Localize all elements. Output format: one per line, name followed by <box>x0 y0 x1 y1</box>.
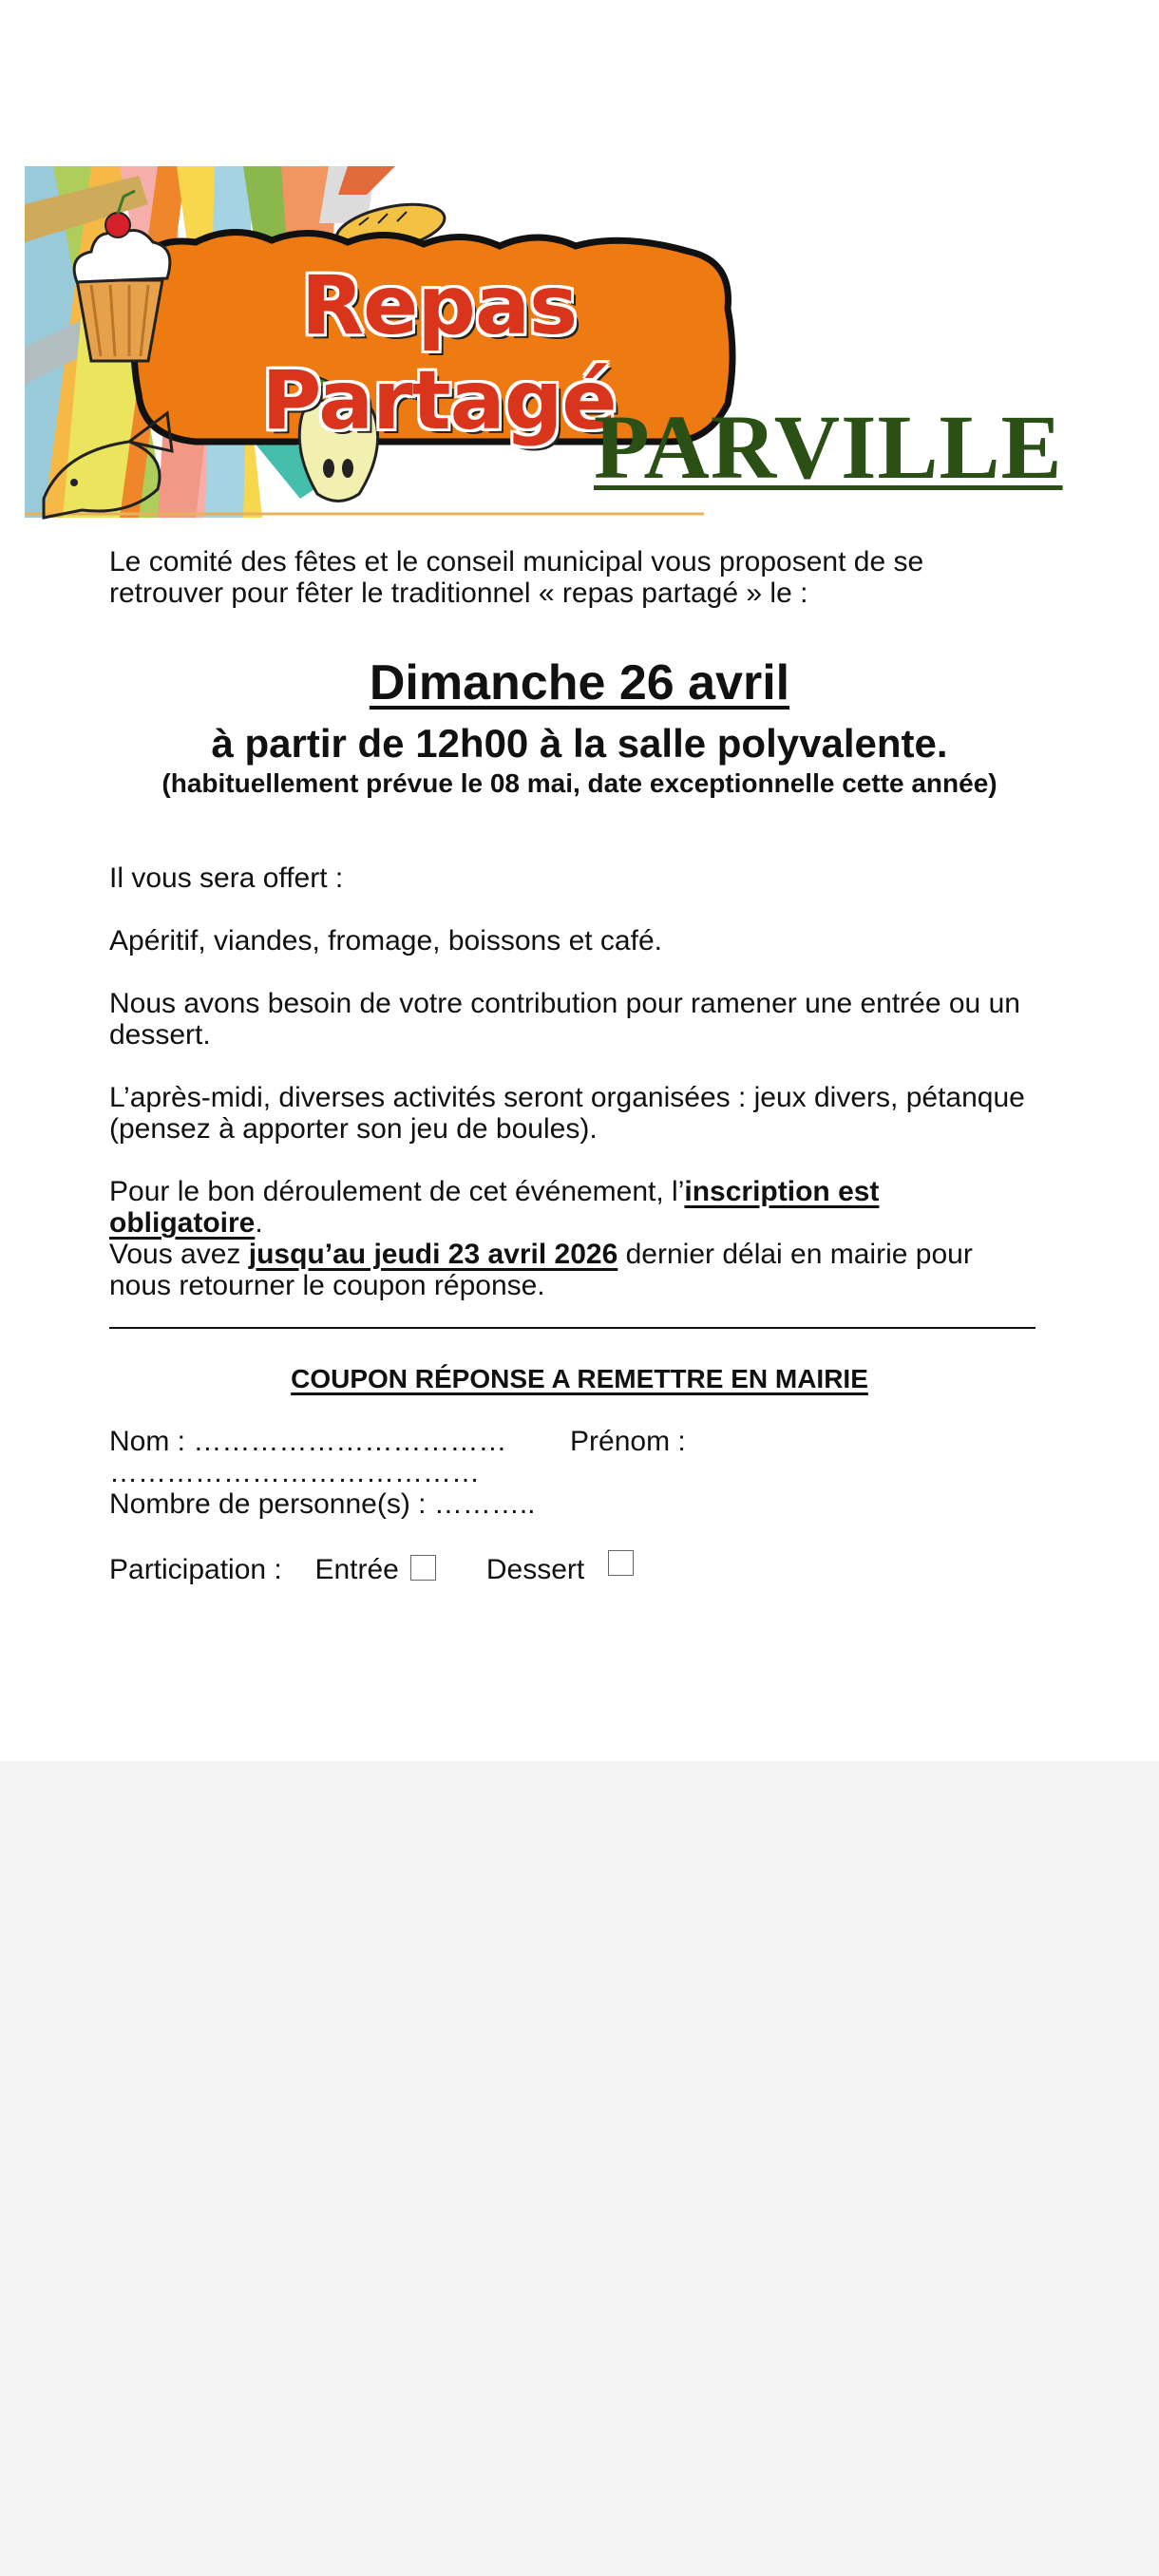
entree-checkbox[interactable] <box>410 1555 436 1581</box>
contribution-paragraph: Nous avons besoin de votre contribution pour ramener une entrée ou un dessert. <box>109 988 1020 1051</box>
prenom-field[interactable]: Prénom : ………………………………… <box>109 1426 686 1488</box>
dessert-checkbox[interactable] <box>608 1550 634 1576</box>
offered-items: Apéritif, viandes, fromage, boissons et café. <box>109 925 662 957</box>
persons-field[interactable]: Nombre de personne(s) : ……….. <box>109 1488 536 1520</box>
event-date: Dimanche 26 avril <box>369 655 790 710</box>
town-title: PARVILLE <box>594 396 1063 498</box>
event-note: (habituellement prévue le 08 mai, date exceptionnelle cette année) <box>162 768 998 798</box>
afternoon-paragraph: L’après-midi, diverses activités seront organisées : jeux divers, pétanque (pensez à apporter son jeu de boules). <box>109 1082 1025 1145</box>
deadline-end: dernier délai en mairie pour nous retourner le coupon réponse. <box>109 1239 973 1301</box>
participation-label: Participation : <box>109 1554 282 1585</box>
registration-end: . <box>255 1207 263 1239</box>
event-time-place: à partir de 12h00 à la salle polyvalente. <box>211 721 948 766</box>
cut-line <box>109 1327 1036 1329</box>
event-date-heading <box>0 655 1159 710</box>
coupon-title: COUPON RÉPONSE A REMETTRE EN MAIRIE <box>291 1364 868 1393</box>
offered-intro: Il vous sera offert : <box>109 862 344 894</box>
registration-required: inscription est obligatoire <box>109 1176 880 1239</box>
deadline-date: jusqu’au jeudi 23 avril 2026 <box>248 1239 618 1270</box>
banner-logo-text: Repas Partagé <box>261 258 617 448</box>
registration-text: Pour le bon déroulement de cet événement, l’ <box>109 1176 685 1207</box>
coupon-title-row <box>0 1363 1159 1394</box>
intro-paragraph: Le comité des fêtes et le conseil municipal vous proposent de se retrouver pour fêter le traditionnel « repas partagé » le : <box>109 546 924 609</box>
nom-field[interactable]: Nom : …………………………… <box>109 1426 507 1457</box>
coupon-name-row <box>109 1426 1040 1488</box>
registration-paragraph <box>109 1176 1040 1301</box>
entree-label: Entrée <box>314 1554 399 1585</box>
deadline-text: Vous avez <box>109 1239 249 1270</box>
dessert-label: Dessert <box>485 1554 585 1585</box>
participation-row <box>109 1550 1040 1585</box>
